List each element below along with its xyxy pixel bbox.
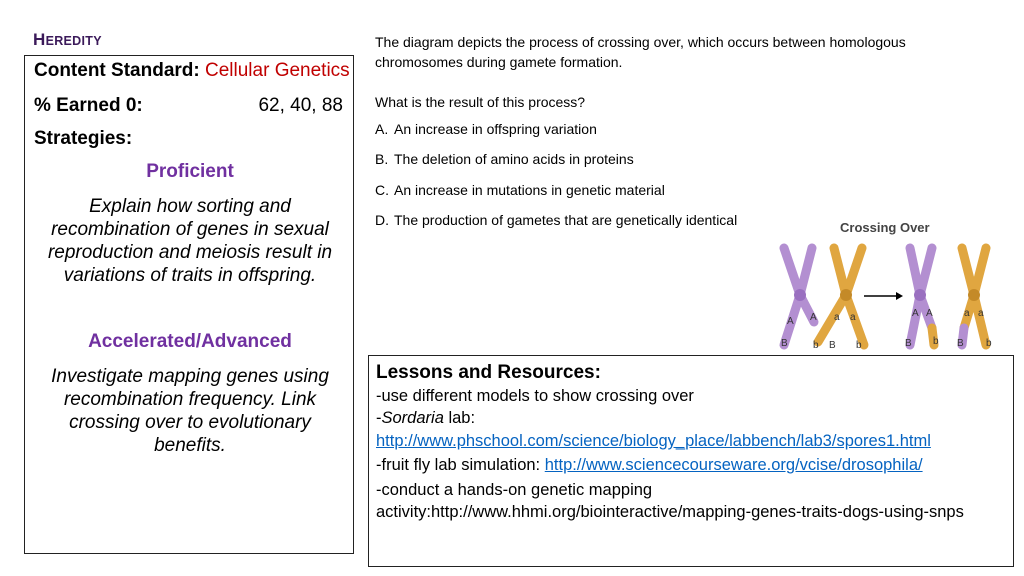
resources-title: Lessons and Resources: — [376, 362, 601, 383]
advanced-text: Investigate mapping genes using recombination frequency. Link crossing over to evolutionary benefits. — [51, 366, 329, 456]
content-standard-label: Content Standard: — [34, 60, 200, 81]
gene-label: A — [912, 308, 919, 319]
standards-panel — [24, 55, 354, 554]
sordaria-suffix: lab: — [443, 409, 476, 427]
gene-label: a — [964, 308, 970, 319]
proficient-heading: Proficient — [146, 161, 234, 182]
earned-row — [34, 95, 143, 117]
sordaria-lab-link[interactable]: http://www.phschool.com/science/biology_place/labbench/lab3/spores1.html — [376, 432, 931, 450]
crossing-over-diagram — [772, 240, 1012, 352]
gene-label: B — [829, 340, 836, 351]
resource-line-fruitfly — [376, 456, 923, 475]
content-standard-value: Cellular Genetics — [205, 60, 350, 81]
option-c — [375, 182, 665, 198]
option-a — [375, 121, 597, 137]
page-heading — [33, 30, 102, 50]
arrow-icon — [864, 292, 903, 300]
gene-label: b — [813, 340, 819, 351]
gene-label: b — [856, 340, 862, 351]
gene-label: B — [905, 338, 912, 349]
question-intro: The diagram depicts the process of crossing over, which occurs between homologous chromosomes during gamete formation. — [375, 34, 906, 70]
gene-label: A — [810, 312, 817, 323]
heading-first-letter: H — [33, 30, 46, 49]
content-standard-row — [34, 60, 350, 82]
option-b-letter: B. — [375, 151, 389, 167]
gene-label: B — [781, 338, 788, 349]
option-d-letter: D. — [375, 212, 389, 228]
option-a-letter: A. — [375, 121, 389, 137]
advanced-heading: Accelerated/Advanced — [88, 331, 292, 352]
before-purple-chromosome — [784, 248, 814, 345]
option-b — [375, 151, 634, 167]
earned-label: % Earned 0: — [34, 95, 143, 116]
drosophila-link[interactable]: http://www.sciencecourseware.org/vcise/drosophila/ — [544, 456, 923, 474]
option-d-text: The production of gametes that are genetically identical — [394, 212, 738, 228]
option-b-text: The deletion of amino acids in proteins — [394, 151, 634, 167]
gene-label: B — [957, 338, 964, 349]
strategies-label: Strategies: — [34, 128, 133, 149]
gene-label: b — [986, 338, 992, 349]
before-orange-chromosome — [818, 248, 864, 345]
gene-label: a — [834, 312, 840, 323]
option-a-text: An increase in offspring variation — [394, 121, 597, 137]
proficient-text: Explain how sorting and recombination of genes in sexual reproduction and meiosis result in variations of traits in offspring. — [47, 196, 333, 286]
earned-values: 62, 40, 88 — [258, 95, 343, 116]
option-d — [375, 212, 737, 228]
sordaria-prefix: - — [376, 409, 382, 427]
resource-line-sordaria — [376, 409, 475, 428]
gene-label: A — [787, 316, 794, 327]
gene-label: A — [926, 308, 933, 319]
diagram-title: Crossing Over — [840, 220, 930, 235]
option-c-text: An increase in mutations in genetic material — [394, 182, 665, 198]
question-prompt: What is the result of this process? — [375, 94, 586, 110]
resource-line-models: -use different models to show crossing over — [376, 387, 694, 405]
resource-line-link1 — [376, 432, 931, 451]
resources-panel — [368, 355, 1014, 567]
gene-label: a — [978, 308, 984, 319]
heading-rest: EREDITY — [45, 34, 102, 48]
strategies-row — [34, 128, 132, 150]
option-c-letter: C. — [375, 182, 389, 198]
fruitfly-prefix: -fruit fly lab simulation: — [376, 456, 545, 474]
after-orange-chromosome — [962, 248, 986, 345]
sordaria-italic: Sordaria — [381, 409, 444, 427]
after-purple-chromosome — [910, 248, 934, 345]
gene-label: a — [850, 312, 856, 323]
resource-line-mapping: -conduct a hands-on genetic mapping activity:http://www.hhmi.org/biointeractive/mapping-genes-traits-dogs-using-snps — [376, 481, 964, 521]
gene-label: b — [933, 336, 939, 347]
